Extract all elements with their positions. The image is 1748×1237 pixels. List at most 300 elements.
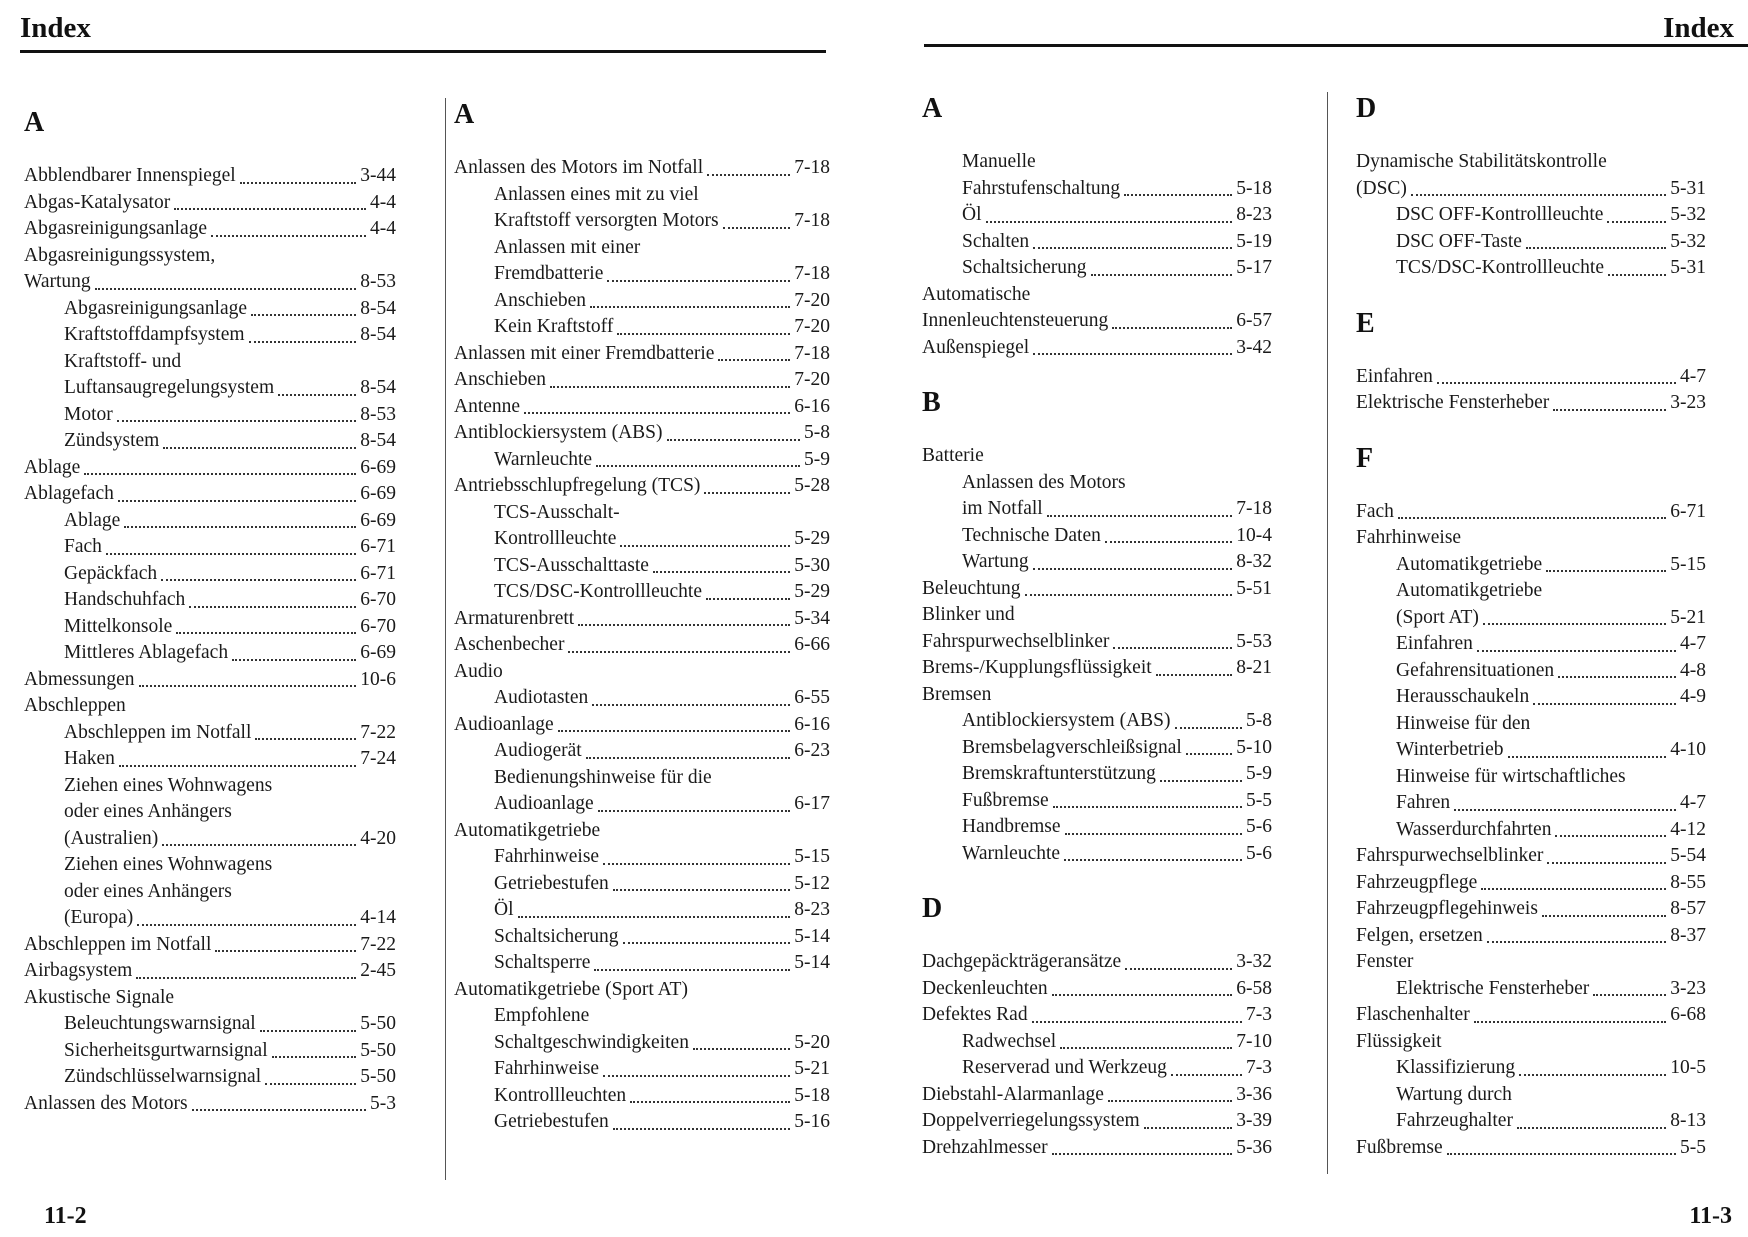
index-entry: [1356, 949, 1706, 976]
index-entry: [454, 553, 830, 580]
index-page-ref: 8-32: [1236, 551, 1272, 572]
index-page-ref: 5-9: [804, 448, 830, 470]
index-entry: [24, 746, 396, 773]
index-page-ref: 6-16: [794, 713, 830, 735]
dot-leader: [693, 1048, 790, 1050]
index-term: Kontrollleuchte: [494, 528, 617, 549]
index-page-ref: 5-8: [804, 422, 830, 443]
index-entry: [454, 1109, 830, 1136]
index-entry: [1356, 976, 1706, 1003]
index-entry: [922, 788, 1272, 815]
index-term: Getriebestufen: [494, 872, 609, 894]
index-term: Audioanlage: [454, 713, 554, 735]
index-column: [24, 103, 396, 1117]
dot-leader: [1052, 994, 1233, 996]
index-page-ref: 5-29: [794, 528, 830, 549]
dot-leader: [596, 465, 800, 467]
index-term: Handschuhfach: [64, 589, 186, 610]
index-entry: [454, 765, 830, 792]
index-page-ref: 4-7: [1680, 633, 1706, 654]
index-term: Fahrzeugpflege: [1356, 871, 1478, 893]
index-term: (DSC): [1356, 177, 1407, 199]
index-entry: [24, 163, 396, 190]
index-term: Automatikgetriebe: [454, 819, 601, 841]
index-term: Fußbremse: [1356, 1136, 1443, 1158]
index-entry: [454, 897, 830, 924]
index-entry: [922, 335, 1272, 362]
index-page-ref: 5-50: [360, 1066, 396, 1087]
index-entry: [24, 296, 396, 323]
index-entry: [24, 375, 396, 402]
index-page-ref: 5-31: [1670, 177, 1706, 199]
index-term: Schaltsicherung: [494, 925, 619, 947]
index-entry: [922, 229, 1272, 256]
section-letter: B: [922, 387, 941, 418]
index-entry: [24, 508, 396, 535]
index-entry: [1356, 817, 1706, 844]
index-page-ref: 5-6: [1246, 842, 1272, 864]
index-page-ref: 5-14: [794, 925, 830, 947]
index-term: Anlassen eines mit zu viel: [494, 183, 699, 205]
dot-leader: [1517, 1127, 1666, 1129]
dot-leader: [704, 492, 790, 494]
index-page-ref: 7-20: [794, 289, 830, 311]
index-entry: [24, 269, 396, 296]
index-page-ref: 7-18: [794, 210, 830, 231]
index-entry: [1356, 552, 1706, 579]
index-term: Abblendbarer Innenspiegel: [24, 165, 236, 186]
index-page-ref: 6-68: [1670, 1004, 1706, 1025]
index-column: [1356, 89, 1706, 1161]
index-term: Felgen, ersetzen: [1356, 924, 1483, 946]
index-page-ref: 3-32: [1236, 951, 1272, 972]
index-entry: [922, 576, 1272, 603]
index-term: Anlassen des Motors im Notfall: [454, 157, 704, 178]
index-page-ref: 4-8: [1680, 659, 1706, 681]
index-page-ref: 4-4: [370, 218, 396, 239]
index-entry: [922, 976, 1272, 1003]
index-entry: [454, 526, 830, 553]
index-term: Anlassen mit einer: [494, 236, 641, 258]
index-page-ref: 7-10: [1236, 1030, 1272, 1052]
index-entry: [454, 950, 830, 977]
index-term: Fahrspurwechselblinker: [922, 630, 1110, 652]
index-entry: [922, 1002, 1272, 1029]
index-term: Luftansaugregelungsystem: [64, 377, 275, 398]
index-entry: [24, 826, 396, 853]
index-entry: [454, 288, 830, 315]
index-term: Schaltsicherung: [962, 257, 1087, 278]
index-page-ref: 5-36: [1236, 1136, 1272, 1158]
index-term: oder eines Anhängers: [64, 880, 232, 902]
index-entry: [454, 632, 830, 659]
index-term: Elektrische Fensterheber: [1396, 977, 1590, 999]
header-rule: [20, 50, 826, 53]
index-page-ref: 4-12: [1670, 818, 1706, 840]
index-page-ref: 5-32: [1670, 230, 1706, 252]
index-entry: [454, 182, 830, 209]
index-term: Anlassen des Motors: [962, 471, 1126, 493]
index-term: Abgasreinigungsanlage: [64, 297, 248, 319]
index-entry: [922, 149, 1272, 176]
index-entry: [454, 1003, 830, 1030]
index-entry: [24, 587, 396, 614]
index-term: TCS-Ausschalttaste: [494, 554, 649, 576]
index-entry: [454, 818, 830, 845]
index-page-ref: 3-23: [1670, 392, 1706, 413]
index-term: Klassifizierung: [1396, 1057, 1516, 1078]
section-letter: A: [24, 107, 45, 138]
index-page-ref: 3-44: [360, 165, 396, 186]
index-entry: [922, 949, 1272, 976]
dot-leader: [617, 333, 790, 335]
dot-leader: [163, 447, 356, 449]
index-term: Batterie: [922, 445, 984, 466]
index-entry: [1356, 1002, 1706, 1029]
index-page-ref: 6-16: [794, 395, 830, 417]
dot-leader: [95, 288, 357, 290]
index-term: Fach: [64, 536, 102, 557]
index-term: Wartung: [962, 551, 1029, 572]
dot-leader: [1112, 327, 1232, 329]
index-entry: [454, 606, 830, 633]
index-entry: [1356, 711, 1706, 738]
index-term: Fahrhinweise: [1356, 527, 1462, 548]
index-page-ref: 4-7: [1680, 365, 1706, 387]
index-term: Gepäckfach: [64, 562, 158, 584]
index-term: Abgasreinigungsanlage: [24, 218, 208, 239]
index-entry: [1356, 1055, 1706, 1082]
index-entry: [1356, 1135, 1706, 1162]
index-term: Fahrzeugpflegehinweis: [1356, 898, 1538, 919]
index-page-ref: 6-70: [360, 615, 396, 637]
header-title: Index: [1663, 12, 1734, 44]
index-term: Dynamische Stabilitätskontrolle: [1356, 151, 1607, 172]
index-page-ref: 6-66: [794, 634, 830, 655]
index-page-ref: 8-54: [360, 297, 396, 319]
index-entry: [454, 155, 830, 182]
index-entry: [922, 655, 1272, 682]
index-entry: [454, 1056, 830, 1083]
dot-leader: [1105, 541, 1232, 543]
index-page-ref: 2-45: [360, 960, 396, 981]
dot-leader: [1025, 594, 1233, 596]
index-page-ref: 5-50: [360, 1013, 396, 1034]
dot-leader: [1508, 756, 1667, 758]
index-entry: [922, 176, 1272, 203]
index-entry: [922, 629, 1272, 656]
index-entry: [454, 367, 830, 394]
index-term: Anschieben: [494, 289, 587, 311]
index-term: Einfahren: [1356, 365, 1433, 387]
index-term: Ziehen eines Wohnwagens: [64, 774, 273, 796]
index-entry: [922, 549, 1272, 576]
index-entry: [24, 1064, 396, 1091]
index-term: Haken: [64, 748, 115, 769]
section-letter: F: [1356, 442, 1374, 474]
index-page-ref: 6-70: [360, 589, 396, 610]
dot-leader: [278, 394, 356, 396]
index-page-ref: 6-23: [794, 740, 830, 761]
index-page-ref: 5-18: [1236, 177, 1272, 199]
index-entry: [922, 1029, 1272, 1056]
index-page-ref: 8-37: [1670, 924, 1706, 946]
index-entry: [1356, 684, 1706, 711]
index-page-ref: 8-55: [1670, 871, 1706, 893]
index-term: Elektrische Fensterheber: [1356, 392, 1550, 413]
dot-leader: [1108, 1100, 1232, 1102]
index-term: Wasserdurchfahrten: [1396, 818, 1552, 840]
index-term: Öl: [494, 899, 514, 920]
index-term: Hinweise für wirtschaftliches: [1396, 765, 1626, 787]
index-term: Warnleuchte: [494, 448, 593, 470]
dot-leader: [1553, 409, 1666, 411]
dot-leader: [613, 1128, 790, 1130]
index-entry: [454, 924, 830, 951]
index-entry: [1356, 896, 1706, 923]
index-page-ref: 4-4: [370, 191, 396, 213]
index-page-ref: 3-36: [1236, 1083, 1272, 1105]
dot-leader: [1175, 727, 1242, 729]
index-term: Antriebsschlupfregelung (TCS): [454, 475, 701, 496]
index-term: Beleuchtung: [922, 577, 1021, 599]
dot-leader: [1477, 650, 1676, 652]
dot-leader: [1526, 247, 1666, 249]
dot-leader: [162, 844, 356, 846]
index-page-ref: 8-54: [360, 324, 396, 345]
index-term: Motor: [64, 403, 113, 425]
dot-leader: [586, 757, 791, 759]
index-term: Anschieben: [454, 369, 547, 390]
dot-leader: [1053, 806, 1242, 808]
index-entry: [24, 693, 396, 720]
index-page-ref: 7-24: [360, 748, 396, 769]
index-entry: [24, 720, 396, 747]
index-entry: [1356, 364, 1706, 391]
dot-leader: [1064, 859, 1242, 861]
index-term: Abgas-Katalysator: [24, 191, 171, 213]
index-term: (Europa): [64, 907, 134, 928]
index-term: Antiblockiersystem (ABS): [962, 710, 1171, 731]
index-term: Fußbremse: [962, 789, 1049, 811]
index-term: Technische Daten: [962, 524, 1101, 546]
index-term: Flaschenhalter: [1356, 1004, 1470, 1025]
index-entry: [1356, 631, 1706, 658]
dot-leader: [119, 765, 356, 767]
dot-leader: [1608, 274, 1666, 276]
index-term: Fahrhinweise: [494, 1058, 600, 1079]
dot-leader: [176, 632, 356, 634]
index-page-ref: 4-10: [1670, 739, 1706, 760]
index-term: Anlassen mit einer Fremdbatterie: [454, 342, 715, 364]
index-term: Handbremse: [962, 816, 1061, 837]
dot-leader: [1483, 623, 1666, 625]
index-term: Antiblockiersystem (ABS): [454, 422, 663, 443]
dot-leader: [1555, 835, 1666, 837]
index-entry: [922, 470, 1272, 497]
dot-leader: [137, 924, 356, 926]
dot-leader: [1033, 353, 1232, 355]
index-entry: [24, 958, 396, 985]
index-term: Fahrzeughalter: [1396, 1110, 1513, 1131]
dot-leader: [272, 1056, 357, 1058]
index-term: Automatische: [922, 283, 1031, 305]
dot-leader: [1558, 676, 1676, 678]
index-page-ref: 5-50: [360, 1039, 396, 1061]
index-page-ref: 4-14: [360, 907, 396, 928]
dot-leader: [1156, 674, 1233, 676]
index-entry: [922, 602, 1272, 629]
index-page-ref: 5-9: [1246, 763, 1272, 784]
index-term: Mittelkonsole: [64, 615, 173, 637]
dot-leader: [592, 704, 790, 706]
dot-leader: [106, 553, 356, 555]
index-entry: [1356, 737, 1706, 764]
index-entry: [24, 799, 396, 826]
index-page-ref: 5-34: [794, 607, 830, 629]
dot-leader: [607, 280, 790, 282]
index-entry: [1356, 1108, 1706, 1135]
dot-leader: [211, 235, 366, 237]
index-entry: [24, 1038, 396, 1065]
index-entry: [24, 614, 396, 641]
index-term: Drehzahlmesser: [922, 1136, 1048, 1158]
index-term: DSC OFF-Kontrollleuchte: [1396, 204, 1604, 225]
index-page-ref: 10-5: [1670, 1057, 1706, 1078]
dot-leader: [1171, 1074, 1242, 1076]
index-term: Aschenbecher: [454, 634, 565, 655]
index-page-ref: 8-13: [1670, 1110, 1706, 1131]
index-term: Audiogerät: [494, 740, 582, 761]
index-entry: [454, 659, 830, 686]
dot-leader: [84, 473, 356, 475]
index-entry: [454, 579, 830, 606]
index-page-ref: 6-71: [1670, 500, 1706, 522]
dot-leader: [1032, 1021, 1242, 1023]
dot-leader: [1487, 941, 1667, 943]
dot-leader: [174, 208, 366, 210]
dot-leader: [620, 545, 790, 547]
index-entry: [1356, 870, 1706, 897]
index-term: Fach: [1356, 500, 1394, 522]
dot-leader: [1033, 247, 1232, 249]
index-term: Ablage: [24, 456, 81, 478]
dot-leader: [603, 863, 790, 865]
index-entry: [922, 682, 1272, 709]
index-term: Einfahren: [1396, 633, 1473, 654]
index-entry: [1356, 578, 1706, 605]
index-page-ref: 5-17: [1236, 257, 1272, 278]
index-term: Kraftstoff versorgten Motors: [494, 210, 719, 231]
dot-leader: [568, 651, 790, 653]
index-entry: [1356, 149, 1706, 176]
column-divider: [1327, 92, 1328, 1174]
index-term: Außenspiegel: [922, 336, 1030, 358]
section-letter: E: [1356, 307, 1375, 339]
index-term: Schaltsperre: [494, 952, 591, 973]
index-page-ref: 5-54: [1670, 845, 1706, 866]
index-entry: [1356, 390, 1706, 417]
index-page-ref: 8-23: [1236, 204, 1272, 225]
index-page-ref: 5-31: [1670, 257, 1706, 278]
index-term: Airbagsystem: [24, 960, 133, 981]
index-page-ref: 5-15: [1670, 553, 1706, 575]
index-page-ref: 7-18: [794, 263, 830, 284]
dot-leader: [603, 1075, 790, 1077]
index-page-ref: 5-3: [370, 1092, 396, 1114]
index-entry: [922, 708, 1272, 735]
index-term: Winterbetrieb: [1396, 739, 1504, 760]
index-term: Bedienungshinweise für die: [494, 766, 712, 788]
index-entry: [454, 685, 830, 712]
index-page-ref: 8-21: [1236, 657, 1272, 678]
index-entry: [454, 500, 830, 527]
index-term: Fahren: [1396, 792, 1451, 813]
dot-leader: [707, 174, 790, 176]
index-entry: [922, 255, 1272, 282]
index-page-ref: 5-15: [794, 846, 830, 867]
index-page-ref: 5-5: [1680, 1136, 1706, 1158]
index-term: Zündschlüsselwarnsignal: [64, 1066, 262, 1087]
dot-leader: [1398, 517, 1666, 519]
index-term: Wartung durch: [1396, 1083, 1512, 1105]
dot-leader: [1113, 647, 1232, 649]
dot-leader: [1546, 570, 1666, 572]
index-entry: [454, 1030, 830, 1057]
dot-leader: [1125, 968, 1232, 970]
index-term: Getriebestufen: [494, 1111, 609, 1132]
index-term: Akustische Signale: [24, 986, 175, 1008]
dot-leader: [1033, 568, 1233, 570]
index-entry: [1356, 202, 1706, 229]
index-entry: [1356, 176, 1706, 203]
index-entry: [454, 1083, 830, 1110]
header-title: Index: [20, 12, 91, 44]
index-term: Mittleres Ablagefach: [64, 642, 229, 663]
index-entry: [922, 523, 1272, 550]
index-term: Wartung: [24, 271, 91, 292]
index-term: Automatikgetriebe (Sport AT): [454, 978, 688, 1000]
index-entry: [1356, 764, 1706, 791]
index-entry: [24, 243, 396, 270]
index-page-ref: 7-22: [360, 721, 396, 743]
index-entry: [24, 402, 396, 429]
index-term: Dachgepäckträgeransätze: [922, 951, 1122, 972]
index-entry: [1356, 790, 1706, 817]
section-letter: A: [922, 93, 943, 124]
index-page-ref: 7-18: [794, 342, 830, 364]
index-page-ref: 6-57: [1236, 310, 1272, 331]
dot-leader: [189, 606, 356, 608]
index-term: Warnleuchte: [962, 842, 1061, 864]
index-entry: [454, 844, 830, 871]
index-entry: [922, 443, 1272, 470]
index-page-ref: 5-19: [1236, 230, 1272, 252]
index-page-ref: 5-21: [1670, 606, 1706, 628]
index-entry: [454, 447, 830, 474]
header-rule: [924, 44, 1748, 47]
dot-leader: [265, 1083, 356, 1085]
index-page-ref: 6-69: [360, 642, 396, 663]
index-page-ref: 5-10: [1236, 736, 1272, 758]
dot-leader: [260, 1030, 357, 1032]
dot-leader: [550, 386, 790, 388]
index-entry: [24, 985, 396, 1012]
index-entry: [454, 712, 830, 739]
dot-leader: [1124, 194, 1232, 196]
index-page-ref: 6-58: [1236, 977, 1272, 999]
index-page-ref: 7-18: [1236, 498, 1272, 519]
